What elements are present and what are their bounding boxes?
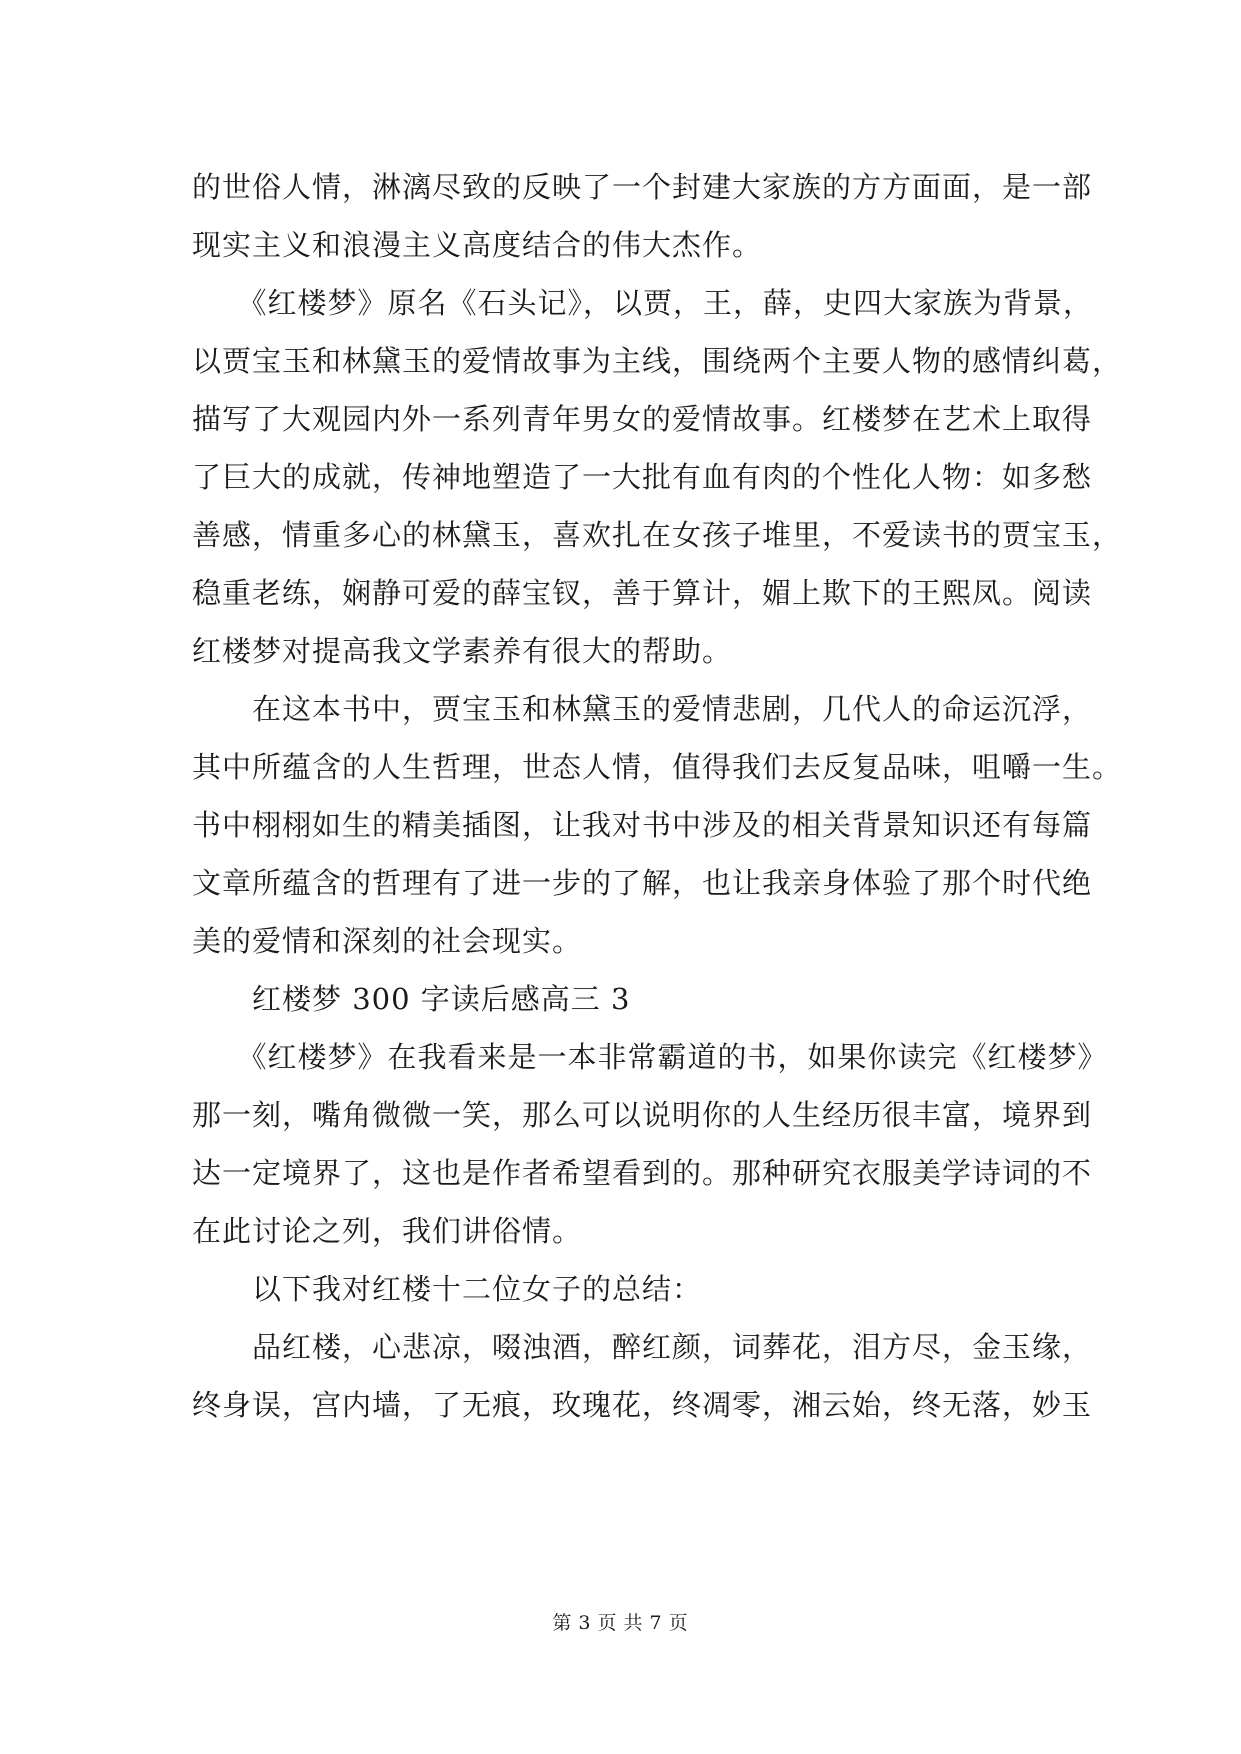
current-page-number: 3: [578, 1612, 592, 1634]
footer-total-label: 共: [623, 1612, 644, 1634]
footer-suffix: 页: [668, 1612, 689, 1634]
text-line: 那一刻，嘴角微微一笑，那么可以说明你的人生经历很丰富，境界到: [192, 1098, 1093, 1132]
footer-page-label: 页: [597, 1612, 618, 1634]
text-line: 《红楼梦》在我看来是一本非常霸道的书，如果你读完《红楼梦》: [192, 1040, 1108, 1074]
body-text: [192, 158, 1123, 1434]
text-line: 其中所蕴含的人生哲理，世态人情，值得我们去反复品味，咀嚼一生。: [192, 750, 1123, 784]
footer-prefix: 第: [552, 1612, 573, 1634]
text-line: 以贾宝玉和林黛玉的爱情故事为主线，围绕两个主要人物的感情纠葛，: [192, 344, 1123, 378]
text-line: 品红楼，心悲凉，啜浊酒，醉红颜，词葬花，泪方尽，金玉缘，: [192, 1330, 1093, 1364]
text-line: 了巨大的成就，传神地塑造了一大批有血有肉的个性化人物：如多愁: [192, 460, 1093, 494]
text-line: 红楼梦 300 字读后感高三 3: [192, 982, 631, 1016]
text-line: 以下我对红楼十二位女子的总结：: [192, 1272, 703, 1306]
text-line: 描写了大观园内外一系列青年男女的爱情故事。红楼梦在艺术上取得: [192, 402, 1093, 436]
text-line: 《红楼梦》原名《石头记》，以贾，王，薛，史四大家族为背景，: [192, 286, 1094, 320]
text-line: 善感，情重多心的林黛玉，喜欢扎在女孩子堆里，不爱读书的贾宝玉，: [192, 518, 1123, 552]
text-line: 在此讨论之列，我们讲俗情。: [192, 1214, 583, 1248]
text-line: 达一定境界了，这也是作者希望看到的。那种研究衣服美学诗词的不: [192, 1156, 1093, 1190]
text-line: 现实主义和浪漫主义高度结合的伟大杰作。: [192, 228, 763, 262]
text-line: 文章所蕴含的哲理有了进一步的了解，也让我亲身体验了那个时代绝: [192, 866, 1093, 900]
text-line: 终身误，宫内墙，了无痕，玫瑰花，终凋零，湘云始，终无落，妙玉: [192, 1388, 1093, 1422]
text-line: 美的爱情和深刻的社会现实。: [192, 924, 583, 958]
text-line: 书中栩栩如生的精美插图，让我对书中涉及的相关背景知识还有每篇: [192, 808, 1093, 842]
page-footer: [0, 1608, 1241, 1635]
text-line: 在这本书中，贾宝玉和林黛玉的爱情悲剧，几代人的命运沉浮，: [192, 692, 1093, 726]
text-line: 稳重老练，娴静可爱的薛宝钗，善于算计，媚上欺下的王熙凤。阅读: [192, 576, 1093, 610]
text-line: 的世俗人情，淋漓尽致的反映了一个封建大家族的方方面面，是一部: [192, 170, 1093, 204]
total-page-count: 7: [649, 1612, 663, 1634]
text-line: 红楼梦对提高我文学素养有很大的帮助。: [192, 634, 733, 668]
